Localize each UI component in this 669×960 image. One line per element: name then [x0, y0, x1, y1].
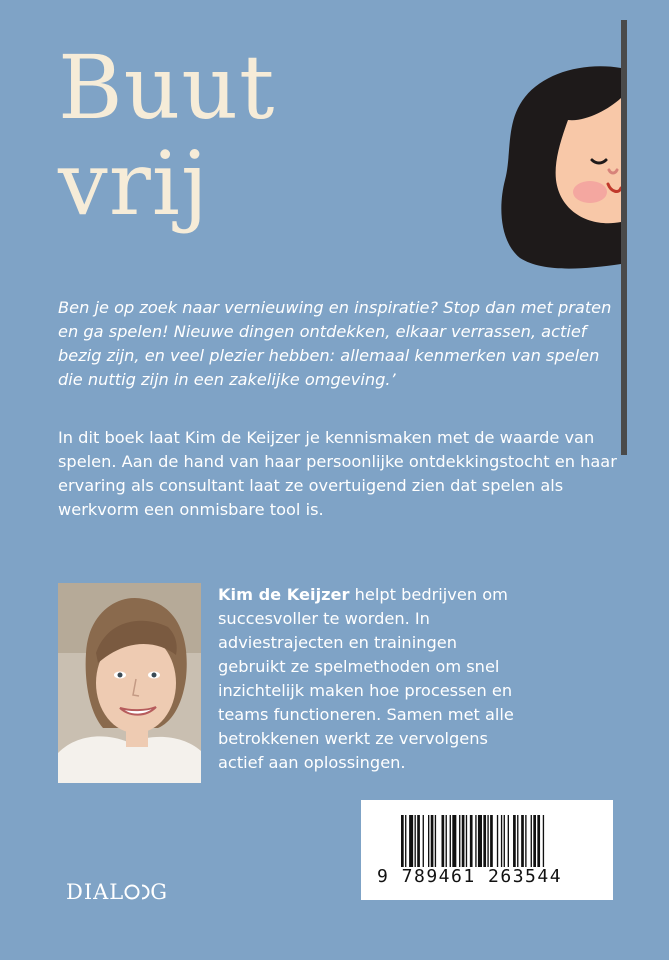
logo-double-o-icon	[124, 884, 150, 900]
barcode-bar	[459, 815, 460, 867]
barcode-bar	[450, 815, 451, 867]
barcode-bar	[537, 815, 540, 867]
barcode-bar	[435, 815, 436, 867]
barcode-bar	[497, 815, 498, 867]
logo-part-2: G	[150, 880, 169, 904]
barcode-bar	[525, 815, 526, 867]
barcode-bar	[517, 815, 518, 867]
book-title	[58, 36, 276, 235]
isbn-number: 9 789461 263544	[377, 866, 563, 887]
barcode-bar	[462, 815, 465, 867]
barcode-bar	[431, 815, 434, 867]
barcode-bar	[531, 815, 532, 867]
barcode-bar	[415, 815, 416, 867]
barcode-bar	[478, 815, 482, 867]
barcode	[361, 800, 613, 900]
barcode-bar	[428, 815, 429, 867]
barcode-bar	[405, 815, 406, 867]
barcode-bar	[446, 815, 447, 867]
book-description: In dit boek laat Kim de Keijzer je kennismaken met de waarde van spelen. Aan de hand van haar persoonlijke ontdekkingstocht en haar ervaring als consultant laat ze overtuigend zien dat spelen als werkvorm een onmisbare tool is.	[58, 428, 617, 519]
author-photo	[58, 583, 201, 783]
barcode-bar	[417, 815, 420, 867]
barcode-bar	[513, 815, 516, 867]
barcode-bar	[490, 815, 493, 867]
back-cover-quote: Ben je op zoek naar vernieuwing en inspiratie? Stop dan met praten en ga spelen! Nieuwe dingen ontdekken, elkaar verrassen, actief bezig zijn, en veel plezier hebben: allemaal kenmerken van spelen die nuttig zijn in een zakelijke omgeving.’	[58, 298, 612, 389]
barcode-bar	[483, 815, 486, 867]
title-line-1: Buut	[58, 36, 276, 139]
barcode-bar	[452, 815, 456, 867]
barcode-bar	[442, 815, 445, 867]
title-line-2: vrij	[58, 132, 210, 235]
barcode-bar	[423, 815, 424, 867]
barcode-bar	[504, 815, 505, 867]
barcode-bar	[470, 815, 473, 867]
barcode-bar	[401, 815, 404, 867]
barcode-bar	[475, 815, 476, 867]
barcode-bar	[543, 815, 544, 867]
peeking-girl-icon	[490, 62, 621, 272]
author-bio-text: helpt bedrijven om succesvoller te worden. In adviestrajecten en trainingen gebruikt ze spelmethoden om snel inzichtelijk maken hoe processen en teams functioneren. Samen met alle betrokkenen werkt ze vervolgens actief aan oplossingen.	[218, 585, 514, 772]
barcode-bar	[466, 815, 467, 867]
barcode-bar	[409, 815, 413, 867]
author-bio	[218, 583, 518, 775]
barcode-bar	[508, 815, 509, 867]
barcode-bar	[533, 815, 536, 867]
barcode-bars	[401, 815, 591, 867]
barcode-bar	[501, 815, 502, 867]
barcode-bar	[487, 815, 488, 867]
barcode-bar	[521, 815, 524, 867]
logo-part-1: DIAL	[66, 880, 125, 904]
publisher-logo	[66, 880, 168, 904]
author-name: Kim de Keijzer	[218, 585, 350, 604]
vertical-divider	[621, 20, 627, 455]
